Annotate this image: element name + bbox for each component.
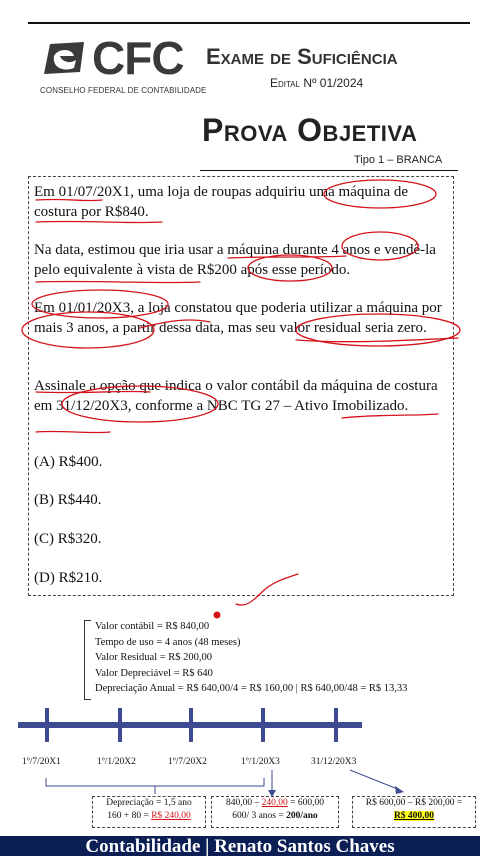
note2-line1-red: 240,00 bbox=[261, 798, 288, 808]
note1-line2-value: R$ 240,00 bbox=[151, 811, 191, 821]
underline-imobilizado bbox=[36, 431, 110, 432]
circle-r200 bbox=[248, 255, 332, 281]
underline-assinale bbox=[36, 391, 150, 392]
note2-line2-bold: 200/ano bbox=[286, 811, 318, 821]
logo-subtitle: CONSELHO FEDERAL DE CONTABILIDADE bbox=[40, 86, 207, 95]
timeline-tick-2 bbox=[118, 708, 122, 742]
timeline-date-4: 1º/1/20X3 bbox=[241, 757, 280, 767]
check-mark bbox=[236, 574, 298, 605]
circle-maquina bbox=[324, 180, 436, 208]
option-letter: (D) bbox=[34, 570, 55, 586]
timeline-tick-5 bbox=[334, 708, 338, 742]
calc-line-2: Tempo de uso = 4 anos (48 meses) bbox=[95, 636, 241, 648]
option-text: R$400. bbox=[58, 454, 103, 470]
note1-line2-prefix: 160 + 80 = bbox=[107, 811, 152, 821]
note3-line1: R$ 600,00 – R$ 200,00 = bbox=[365, 798, 463, 808]
note2-line2-prefix: 600/ 3 anos = bbox=[232, 811, 287, 821]
note-new-depreciation bbox=[211, 796, 339, 828]
timeline-date-3: 1º/7/20X2 bbox=[168, 757, 207, 767]
note2-line1 bbox=[212, 797, 338, 810]
calc-line-5: Depreciação Anual = R$ 640,00/4 = R$ 160,00 | R$ 640,00/48 = R$ 13,33 bbox=[95, 683, 408, 694]
underline-ativo bbox=[342, 414, 438, 418]
edital-number: Edital Nº 01/2024 bbox=[270, 76, 364, 90]
underline-vende bbox=[36, 281, 200, 282]
underline-maquina-durante bbox=[228, 256, 346, 258]
timeline-graphic bbox=[0, 700, 480, 810]
calc-line-4: Valor Depreciável = R$ 640 bbox=[95, 667, 213, 679]
option-letter: (B) bbox=[34, 492, 54, 508]
prova-tipo: Tipo 1 – BRANCA bbox=[354, 154, 443, 166]
option-letter: (C) bbox=[34, 531, 54, 547]
underline-custo bbox=[36, 221, 162, 222]
calc-line-3: Valor Residual = R$ 200,00 bbox=[95, 652, 213, 663]
calc-line-1: Valor contábil = R$ 840,00 bbox=[95, 621, 210, 632]
calculation-brace bbox=[84, 620, 91, 700]
timeline-date-2: 1º/1/20X2 bbox=[97, 757, 136, 767]
question-paragraph-1: Em 01/07/20X1, uma loja de roupas adquiriu uma máquina de costura por R$840. bbox=[34, 184, 409, 220]
exam-title: Exame de Suficiência bbox=[206, 44, 398, 69]
timeline-tick-4 bbox=[261, 708, 265, 742]
note2-line2 bbox=[212, 810, 338, 823]
option-text: R$320. bbox=[57, 531, 102, 547]
question-paragraph-2: Na data, estimou que iria usar a máquina durante 4 anos e vendê-la pelo equivalente à vista de R$200 após esse período. bbox=[34, 242, 436, 278]
note3-line2 bbox=[353, 810, 475, 823]
red-dot bbox=[214, 612, 221, 619]
option-text: R$210. bbox=[58, 570, 103, 586]
arrow-head-3 bbox=[395, 786, 404, 794]
timeline-tick-1 bbox=[45, 708, 49, 742]
arrow-to-note-3 bbox=[350, 770, 400, 790]
question-paragraph-3: Em 01/01/20X3, a loja constatou que poderia utilizar a máquina por mais 3 anos, a partir dessa data, mas seu valor residual seria zero. bbox=[34, 300, 442, 336]
circle-data-1 bbox=[32, 290, 168, 318]
option-text: R$440. bbox=[57, 492, 102, 508]
bracket-period-1 bbox=[46, 778, 264, 786]
option-letter: (A) bbox=[34, 454, 55, 470]
note1-line1: Depreciação = 1,5 ano bbox=[106, 798, 192, 808]
question-paragraph-4: Assinale a opção que indica o valor contábil da máquina de costura em 31/12/20X3, conforme a NBC TG 27 – Ativo Imobilizado. bbox=[34, 378, 438, 414]
note-final-value bbox=[352, 796, 476, 828]
logo-text: CFC bbox=[92, 32, 184, 84]
prova-title: Prova Objetiva bbox=[202, 112, 418, 148]
note2-line1-suffix: = 600,00 bbox=[287, 798, 324, 808]
note1-line2 bbox=[93, 810, 205, 823]
footer-banner: Contabilidade | Renato Santos Chaves bbox=[0, 836, 480, 856]
circle-4-anos bbox=[342, 232, 418, 260]
final-answer-highlight: R$ 400,00 bbox=[393, 811, 435, 821]
timeline-date-1: 1º/7/20X1 bbox=[22, 757, 61, 767]
calculation-block bbox=[95, 619, 407, 697]
timeline-date-5: 31/12/20X3 bbox=[311, 757, 357, 767]
timeline-tick-3 bbox=[189, 708, 193, 742]
underline-loja bbox=[36, 199, 102, 200]
note2-line1-prefix: 840,00 – bbox=[226, 798, 262, 808]
note-depreciation-period bbox=[92, 796, 206, 828]
